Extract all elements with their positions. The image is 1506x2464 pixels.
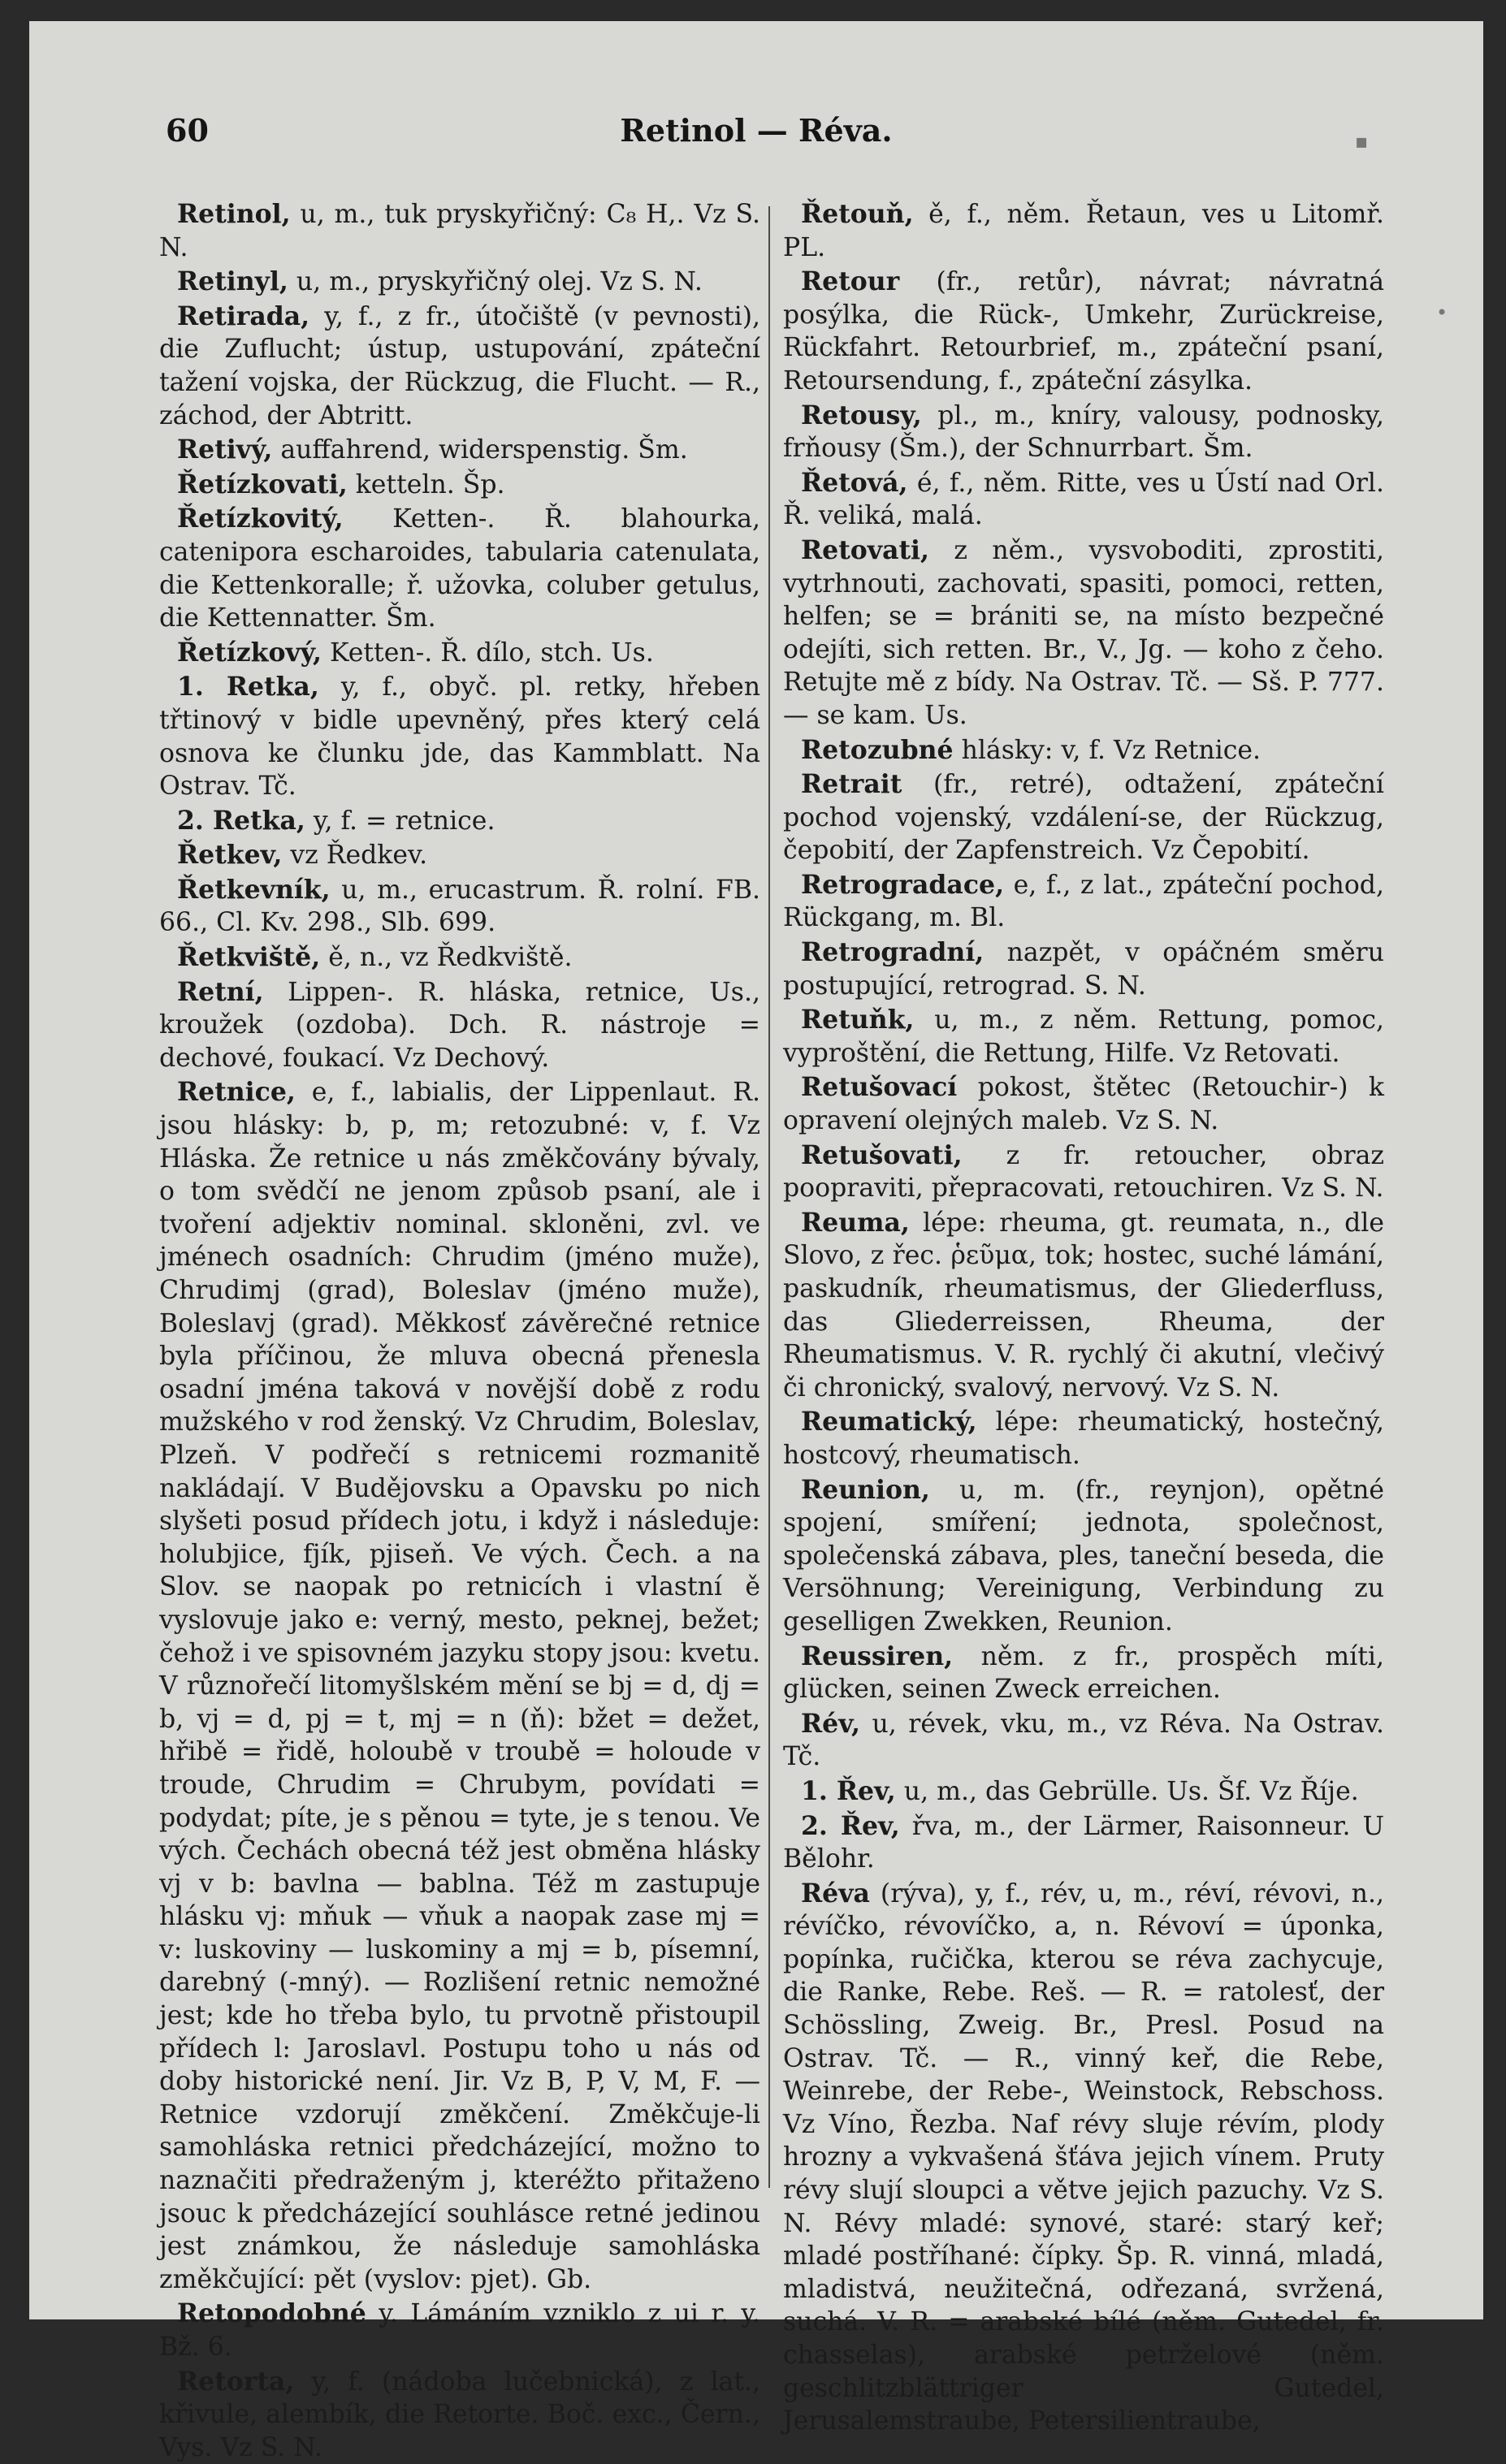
entry-definition: ketteln. Šp. — [355, 469, 505, 499]
dictionary-entry — [159, 976, 760, 1075]
entry-definition: lépe: rheumatický, hostečný, hostcový, rheumatisch. — [783, 1407, 1384, 1470]
entry-headword: Řetízkový, — [177, 637, 322, 668]
entry-definition: e, f., z lat., zpáteční pochod, Rückgang, m. Bl. — [783, 870, 1384, 933]
entry-headword: Retinyl, — [177, 266, 288, 297]
dictionary-entry — [783, 1406, 1384, 1472]
entry-definition: Ketten-. Ř. blahourka, catenipora escharoides, tabularia catenulata, die Kettenkoralle; ř. užovka, coluber getulus, die Kettennatter. Šm. — [159, 504, 761, 633]
entry-definition: ě, n., vz Ředkviště. — [328, 943, 573, 973]
dictionary-entry — [783, 936, 1384, 1002]
dictionary-entry — [783, 1207, 1384, 1405]
entry-headword: Retovati, — [801, 534, 929, 565]
entry-definition: y, f. (nádoba lučebnická), z lat., křivule, alembík, die Retorte. Boč. exc., Čern., Vys. Vz S. N. — [159, 2367, 760, 2462]
entry-definition: (fr., retré), odtažení, zpáteční pochod vojenský, vzdálení-se, der Rückzug, čepobití, der Zapfenstreich. Vz Čepobití. — [783, 770, 1384, 866]
entry-headword: Retušovati, — [801, 1139, 963, 1170]
entry-definition: u, m., pryskyřičný olej. Vz S. N. — [296, 267, 703, 297]
entry-definition: u, m., erucastrum. Ř. rolní. FB. 66., Cl. Kv. 298., Slb. 699. — [159, 875, 760, 938]
entry-definition: u, m., z něm. Rettung, pomoc, vyproštění, die Rettung, Hilfe. Vz Retovati. — [783, 1005, 1384, 1068]
entry-headword: 1. Řev, — [801, 1775, 896, 1806]
dictionary-entry — [159, 2298, 760, 2363]
entry-definition: pokost, štětec (Retouchir-) k opravení olejných maleb. Vz S. N. — [783, 1073, 1385, 1136]
entry-headword: 2. Retka, — [177, 805, 305, 836]
entry-definition: hlásky: v, f. Vz Retnice. — [961, 735, 1261, 765]
entry-definition: vz Ředkev. — [290, 841, 428, 871]
entry-headword: Reunion, — [801, 1474, 930, 1505]
dictionary-entry — [159, 941, 760, 975]
entry-headword: Retrait — [801, 769, 902, 800]
entry-definition: (rýva), y, f., rév, u, m., réví, révovi, n., révíčko, révovíčko, a, n. Révoví = úponka, popínka, ručička, kterou se réva zachycuje, die Ranke, Rebe. Reš. — R. = ratolesť, der Schössling, Zweig. Br., Presl. Posud na Ostrav. Tč. — R., vinný keř, die Rebe, Weinrebe, der Rebe-, Weinstock, Rebschoss. Vz Víno, Řezba. Naf révy sluje révím, plody hrozny a vykvašená šťáva jejich vínem. Pruty révy slují sloupci a větve jejich pazuchy. Vz S. N. Révy mladé: synové, staré: starý keř; mladé postříhané: čípky. Šp. R. vinná, mladá, mladistvá, neužitečná, odřezaná, svržená, suchá. V. R. = arabské bílé (něm. Gutedel, fr. chasselas), arabské petrželové (něm. geschlitzblättriger Gutedel, Jerusalemstraube, Petersilientraube, — [783, 1878, 1384, 2436]
entry-definition: auffahrend, widerspenstig. Šm. — [280, 435, 688, 465]
entry-headword: Retuňk, — [801, 1005, 915, 1035]
dictionary-entry — [783, 1775, 1384, 1809]
dictionary-entry — [159, 198, 760, 264]
column-divider — [768, 206, 770, 2188]
dictionary-entry — [159, 839, 760, 872]
dictionary-entry — [159, 671, 760, 802]
dictionary-entry — [783, 1878, 1384, 2438]
entry-definition: y, f., z fr., útočiště (v pevnosti), die Zuflucht; ústup, ustupování, zpáteční tažení vojska, der Rückzug, die Flucht. — R., záchod, der Abtritt. — [159, 301, 760, 430]
entry-headword: Řetízkovati, — [177, 469, 348, 499]
dictionary-entry — [783, 1474, 1384, 1639]
dictionary-entry — [159, 266, 760, 299]
running-head — [29, 112, 1483, 153]
dictionary-entry — [159, 1076, 760, 2296]
entry-definition: (fr., retůr), návrat; návratná posýlka, die Rück-, Umkehr, Zurückreise, Rückfahrt. Retourbrief, m., zpáteční psaní, Retoursendung, f., zpáteční zásylka. — [783, 267, 1384, 396]
dictionary-entry — [159, 503, 760, 634]
dictionary-entry — [783, 1708, 1384, 1774]
dictionary-page — [29, 21, 1483, 2462]
entry-definition: u, m. (fr., reynjon), opětné spojení, smíření; jednota, společnost, společenská zábava, ples, taneční beseda, die Versöhnung; Vereinigung, Verbindung zu geselligen Zwekken, Reunion. — [783, 1475, 1384, 1636]
dictionary-entry — [783, 734, 1384, 767]
entry-headword: Retivý, — [177, 434, 273, 465]
dictionary-entry — [783, 1004, 1384, 1070]
page-header-title: Retinol — Réva. — [620, 112, 893, 149]
entry-headword: Retour — [801, 266, 900, 297]
entry-definition: lépe: rheuma, gt. reumata, n., dle Slovo, z řec. ῥεῦμα, tok; hostec, suché lámání, paskudník, rheumatismus, der Gliederfluss, das Gliederreissen, Rheuma, der Rheumatismus. V. R. rychlý či akutní, vlečivý či chronický, svalový, nervový. Vz S. N. — [783, 1208, 1384, 1403]
entry-headword: Řetízkovitý, — [177, 504, 344, 534]
entry-definition: u, m., das Gebrülle. Us. Šf. Vz Říje. — [903, 1776, 1359, 1806]
entry-headword: Retní, — [177, 976, 264, 1007]
dictionary-entry — [783, 266, 1384, 397]
entry-headword: Retorta, — [177, 2366, 295, 2397]
entry-definition: z fr. retoucher, obraz poopraviti, přepracovati, retouchiren. Vz S. N. — [783, 1140, 1384, 1204]
dictionary-entry — [783, 198, 1384, 264]
right-column — [783, 198, 1385, 2436]
entry-headword: Retozubné — [801, 734, 954, 765]
dictionary-entry — [159, 874, 760, 940]
entry-definition: y, f. = retnice. — [313, 806, 496, 836]
entry-definition: pl., m., kníry, valousy, podnosky, frňousy (Šm.), der Schnurrbart. Šm. — [783, 400, 1385, 464]
entry-headword: 2. Řev, — [801, 1810, 900, 1841]
entry-headword: Reumatický, — [801, 1407, 977, 1437]
dictionary-entry — [159, 434, 760, 467]
entry-headword: Retnice, — [177, 1077, 296, 1108]
dictionary-entry — [783, 467, 1384, 533]
entry-definition: z něm., vysvoboditi, zprostiti, vytrhnouti, zachovati, spasiti, pomoci, retten, helfen; se = brániti se, na místo bezpečné odejíti, sich retten. Br., V., Jg. — koho z čeho. Retujte mě z bídy. Na Ostrav. Tč. — Sš. P. 777. — se kam. Us. — [783, 535, 1384, 730]
entry-definition: Lippen-. R. hláska, retnice, Us., kroužek (ozdoba). Dch. R. nástroje = dechové, foukací. Vz Dechový. — [159, 977, 760, 1073]
entry-definition: něm. z fr., prospěch míti, glücken, seinen Zweck erreichen. — [783, 1641, 1384, 1705]
entry-definition: e, f., labialis, der Lippenlaut. R. jsou hlásky: b, p, m; retozubné: v, f. Vz Hláska. Že retnice u nás změkčovány bývaly, o tom svědčí ne jenom způsob psaní, ale i tvoření adjektiv nominal. skloněni, zvl. ve jménech osadních: Chrudim (jméno muže), Chrudimj (grad), Boleslav (jméno muže), Boleslavj (grad). Měkkosť závěrečné retnice byla příčinou, že mluva obecná přenesla osadní jména taková v novější době z rodu mužského v rod ženský. Vz Chrudim, Boleslav, Plzeň. V podřečí s retnicemi rozmanitě nakládají. V Budějovsku a Opavsku po nich slyšeti posud přídech jotu, i když i následuje: holubjice, fjík, pjiseň. Ve vých. Čech. a na Slov. se naopak po retnicích i vlastní ě vyslovuje jako e: verný, mesto, peknej, bežet; čehož i ve spisovném jazyku stopy jsou: kvetu. V různořečí litomyšlském mění se bj = d, dj = b, vj = d, pj = t, mj = n (ň): bžet = dežet, hřibě = řidě, holoubě v troubě = holoude v troude, Chrudim = Chrubym, povídati = podydat; píte, je s pěnou = tyte, je s tenou. Ve vých. Čechách obecná též jest obměna hlásky vj v b: bavlna — bablna. Též m zastupuje hlásku vj: mňuk — vňuk a naopak zase mj = v: luskoviny — luskominy a mj = b, písemní, darebný (-mný). — Rozlišení retnic nemožné jest; kde ho třeba bylo, tu prvotně přistoupil přídech l: Jaroslavl. Postupu toho u nás od doby historické není. Jir. Vz B, P, V, M, F. — Retnice vzdorují změkčení. Změkčuje-li samohláska retnici předcházející, možno to naznačiti předraženým j, kteréžto přitaženo jsouc k předcházející souhlásce retné jedinou jest známkou, že následuje samohláska změkčující: pět (vyslov: pjet). Gb. — [159, 1078, 761, 2294]
entry-headword: Retrogradní, — [801, 937, 985, 968]
entry-headword: Řetkviště, — [177, 942, 321, 973]
entry-headword: Réva — [801, 1878, 870, 1909]
dictionary-entry — [159, 805, 760, 838]
entry-headword: Retušovací — [801, 1072, 958, 1103]
entry-headword: Řetkev, — [177, 840, 283, 871]
dictionary-entry — [159, 469, 760, 502]
dictionary-entry — [159, 2366, 760, 2464]
entry-headword: Retopodobné — [177, 2298, 366, 2329]
dictionary-entry — [783, 1071, 1384, 1137]
entry-definition: y. Lámáním vzniklo z ui r. y. Bž. 6. — [159, 2299, 761, 2362]
entry-headword: Retinol, — [177, 199, 291, 229]
dictionary-entry — [783, 869, 1384, 935]
dictionary-entry — [783, 1641, 1384, 1706]
edge-mark: ▪ — [1355, 130, 1369, 153]
entry-headword: Retirada, — [177, 300, 310, 331]
entry-definition: é, f., něm. Ritte, ves u Ústí nad Orl. Ř. veliká, malá. — [783, 468, 1384, 531]
dictionary-entry — [783, 1139, 1384, 1205]
entry-headword: 1. Retka, — [177, 672, 319, 702]
entry-headword: Reuma, — [801, 1207, 910, 1238]
entry-definition: Ketten-. Ř. dílo, stch. Us. — [330, 638, 654, 668]
dictionary-entry — [159, 300, 760, 432]
left-column — [159, 198, 761, 2462]
dictionary-entry — [783, 768, 1384, 867]
entry-headword: Rév, — [801, 1708, 860, 1739]
entry-definition: y, f., obyč. pl. retky, hřeben třtinový v bidle upevněný, přes který celá osnova ke člunku jde, das Kammblatt. Na Ostrav. Tč. — [159, 672, 761, 802]
entry-definition: nazpět, v opáčném směru postupující, retrograd. S. N. — [783, 938, 1384, 1001]
entry-headword: Řetkevník, — [177, 874, 331, 905]
edge-mark: • — [1436, 301, 1448, 324]
dictionary-entry — [783, 1810, 1384, 1876]
page-number: 60 — [166, 112, 209, 149]
entry-definition: ě, f., něm. Řetaun, ves u Litomř. PL. — [783, 200, 1384, 262]
entry-headword: Řetová, — [801, 467, 908, 498]
entry-headword: Retrogradace, — [801, 869, 1005, 900]
entry-headword: Retousy, — [801, 400, 922, 430]
dictionary-entry — [159, 637, 760, 670]
entry-headword: Reussiren, — [801, 1641, 954, 1671]
dictionary-entry — [783, 400, 1384, 465]
entry-definition: u, m., tuk pryskyřičný: C₈ H,. Vz S. N. — [159, 200, 760, 262]
entry-headword: Řetouň, — [801, 199, 914, 229]
entry-definition: řva, m., der Lärmer, Raisonneur. U Bělohr. — [783, 1811, 1385, 1874]
dictionary-entry — [783, 534, 1384, 733]
entry-definition: u, révek, vku, m., vz Réva. Na Ostrav. Tč. — [783, 1709, 1384, 1772]
